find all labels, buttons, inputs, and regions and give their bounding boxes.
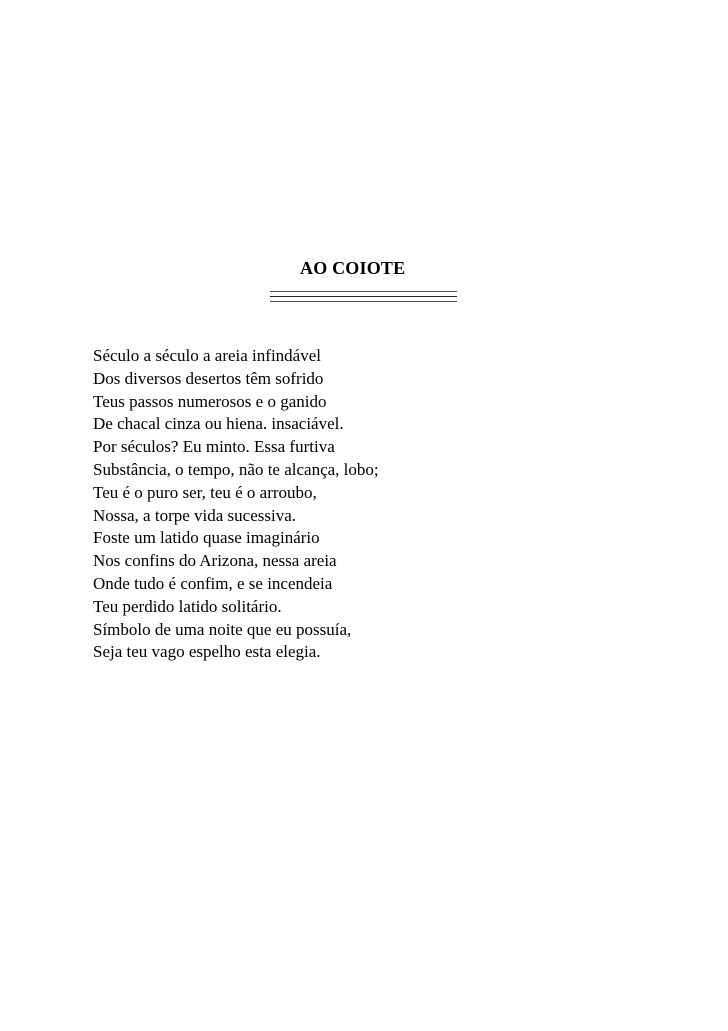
title-divider-line-2 bbox=[270, 296, 457, 297]
poem-line: Nossa, a torpe vida sucessiva. bbox=[93, 505, 297, 525]
poem-line: Teu é o puro ser, teu é o arroubo, bbox=[93, 482, 317, 502]
poem-line: Dos diversos desertos têm sofrido bbox=[93, 368, 324, 388]
poem-line: Nos confins do Arizona, nessa areia bbox=[93, 551, 337, 571]
poem-line: Foste um latido quase imaginário bbox=[93, 528, 320, 548]
poem-line: Século a século a areia infindável bbox=[93, 346, 321, 365]
poem-line: Símbolo de uma noite que eu possuía, bbox=[93, 619, 352, 639]
poem-line: Por séculos? Eu minto. Essa furtiva bbox=[93, 437, 335, 457]
poem-line: De chacal cinza ou hiena. insaciável. bbox=[93, 414, 344, 434]
poem-line: Substância, o tempo, não te alcança, lobo; bbox=[93, 459, 379, 479]
poem-body bbox=[93, 345, 379, 664]
poem-line: Teus passos numerosos e o ganido bbox=[93, 391, 327, 411]
poem-title: AO COIOTE bbox=[300, 258, 406, 278]
title-divider-line-3 bbox=[270, 301, 457, 302]
poem-line: Teu perdido latido solitário. bbox=[93, 596, 282, 616]
poem-line: Onde tudo é confim, e se incendeia bbox=[93, 573, 333, 593]
title-divider-line-1 bbox=[270, 291, 457, 292]
poem-line: Seja teu vago espelho esta elegia. bbox=[93, 642, 321, 662]
